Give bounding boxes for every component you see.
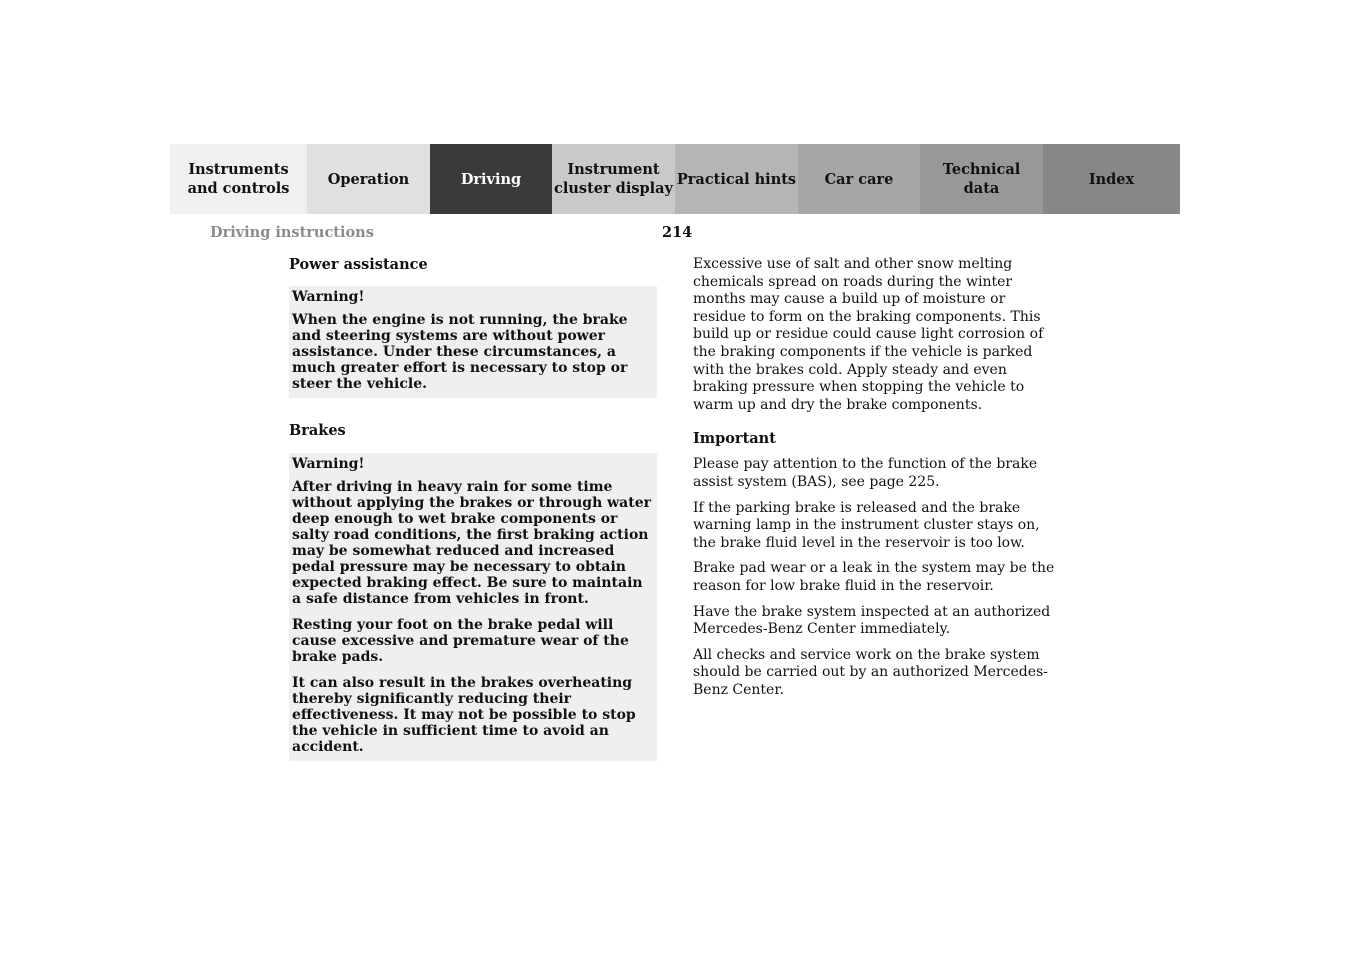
important-paragraph: Have the brake system inspected at an authorized Mercedes-Benz Center immediately. [693,603,1051,638]
tab-label: Index [1088,170,1135,188]
tab-operation[interactable] [307,144,430,214]
tab-label: Instruments and controls [187,161,290,197]
warning-text: When the engine is not running, the brake and steering systems are without power assistance. Under these circumstances, a much greater effort is necessary to stop or steer the vehicle. [292,312,628,392]
left-column [289,256,657,761]
brakes-heading: Brakes [289,422,346,439]
chapter-tab-bar [170,144,1180,214]
important-paragraph: Brake pad wear or a leak in the system may be the reason for low brake fluid in the reservoir. [693,560,1055,594]
brakes-warning-box [289,453,657,761]
power-assistance-heading: Power assistance [289,256,428,273]
right-column [693,256,1061,707]
important-paragraph: If the parking brake is released and the brake warning lamp in the instrument cluster stays on, the brake fluid level in the reservoir is too low. [693,499,1040,551]
power-assistance-warning-box [289,286,657,398]
important-paragraph: All checks and service work on the brake system should be carried out by an authorized Mercedes-Benz Center. [693,646,1048,698]
section-title: Driving instructions [210,224,374,241]
important-heading: Important [693,430,776,448]
warning-text: Resting your foot on the brake pedal will cause excessive and premature wear of the brake pads. [292,617,629,665]
tab-car-care[interactable] [798,144,920,214]
tab-label: Operation [327,170,410,188]
tab-label: Instrument cluster display [554,161,673,197]
tab-practical-hints[interactable] [675,144,798,214]
warning-title: Warning! [292,289,365,305]
tab-instruments-and-controls[interactable] [170,144,307,214]
tab-label: Car care [824,170,894,188]
tab-label: Practical hints [676,170,797,188]
warning-text: After driving in heavy rain for some time without applying the brakes or through water deep enough to wet brake components or salty road conditions, the first braking action may be somewhat reduced and increased pedal pressure may be necessary to obtain expected braking effect. Be sure to maintain a safe distance from vehicles in front. [292,479,652,607]
tab-label: Technical data [942,161,1021,197]
page-number: 214 [662,224,693,241]
tab-instrument-cluster-display[interactable] [552,144,675,214]
tab-label: Driving [460,170,522,188]
important-paragraph: Please pay attention to the function of the brake assist system (BAS), see page 225. [693,456,1038,490]
tab-driving[interactable] [430,144,552,214]
warning-title: Warning! [292,456,365,472]
salt-corrosion-paragraph: Excessive use of salt and other snow melting chemicals spread on roads during the winter months may cause a build up of moisture or residue to form on the braking components. This build up or residue could cause light corrosion of the braking components if the vehicle is parked with the brakes cold. Apply steady and even braking pressure when stopping the vehicle to warm up and dry the brake components. [693,256,1044,413]
warning-text: It can also result in the brakes overheating thereby significantly reducing their effectiveness. It may not be possible to stop the vehicle in sufficient time to avoid an accident. [292,675,636,755]
tab-index[interactable] [1043,144,1180,214]
tab-technical-data[interactable] [920,144,1043,214]
